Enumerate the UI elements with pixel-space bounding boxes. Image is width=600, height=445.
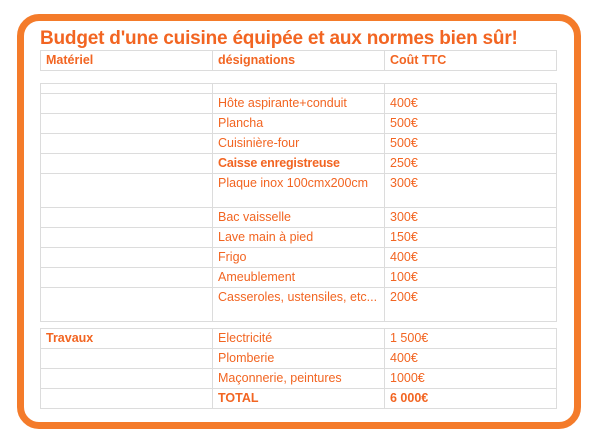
cout-cell: 400€ bbox=[385, 248, 557, 268]
table-row bbox=[41, 349, 557, 369]
table-row bbox=[41, 208, 557, 228]
table-row bbox=[41, 268, 557, 288]
cout-cell: 500€ bbox=[385, 134, 557, 154]
travaux-label: Travaux bbox=[41, 329, 213, 349]
cout-cell: 1 500€ bbox=[385, 329, 557, 349]
header-materiel: Matériel bbox=[41, 51, 213, 71]
table-row bbox=[41, 228, 557, 248]
total-value: 6 000€ bbox=[385, 389, 557, 409]
table-row bbox=[41, 248, 557, 268]
table-row bbox=[41, 94, 557, 114]
header-table bbox=[40, 50, 557, 71]
cout-cell: 400€ bbox=[385, 349, 557, 369]
table-row bbox=[41, 154, 557, 174]
cout-cell: 150€ bbox=[385, 228, 557, 248]
designation-cell: Hôte aspirante+conduit bbox=[213, 94, 385, 114]
designation-cell: Plancha bbox=[213, 114, 385, 134]
designation-cell: Bac vaisselle bbox=[213, 208, 385, 228]
cout-cell: 100€ bbox=[385, 268, 557, 288]
designation-cell: Lave main à pied bbox=[213, 228, 385, 248]
cout-cell: 300€ bbox=[385, 208, 557, 228]
designation-cell: Cuisinière-four bbox=[213, 134, 385, 154]
designation-cell: Ameublement bbox=[213, 268, 385, 288]
table-row bbox=[41, 114, 557, 134]
designation-cell: Frigo bbox=[213, 248, 385, 268]
cout-cell: 300€ bbox=[385, 174, 557, 208]
cout-cell: 250€ bbox=[385, 154, 557, 174]
designation-cell: Plomberie bbox=[213, 349, 385, 369]
materiel-table bbox=[40, 83, 557, 322]
designation-cell: Electricité bbox=[213, 329, 385, 349]
travaux-table bbox=[40, 328, 557, 409]
designation-cell: Caisse enregistreuse bbox=[213, 154, 385, 174]
table-row bbox=[41, 369, 557, 389]
total-label: TOTAL bbox=[213, 389, 385, 409]
header-cout: Coût TTC bbox=[385, 51, 557, 71]
designation-cell: Plaque inox 100cmx200cm bbox=[213, 174, 385, 208]
cout-cell: 200€ bbox=[385, 288, 557, 322]
designation-cell: Maçonnerie, peintures bbox=[213, 369, 385, 389]
table-row bbox=[41, 329, 557, 349]
table-row bbox=[41, 174, 557, 208]
table-row bbox=[41, 288, 557, 322]
total-row bbox=[41, 389, 557, 409]
table-row bbox=[41, 134, 557, 154]
cout-cell: 400€ bbox=[385, 94, 557, 114]
cout-cell: 500€ bbox=[385, 114, 557, 134]
table-row bbox=[41, 84, 557, 94]
page-title: Budget d'une cuisine équipée et aux normes bien sûr! bbox=[40, 28, 518, 49]
header-designations: désignations bbox=[213, 51, 385, 71]
cout-cell: 1000€ bbox=[385, 369, 557, 389]
header-row bbox=[41, 51, 557, 71]
designation-cell: Casseroles, ustensiles, etc... bbox=[213, 288, 385, 322]
